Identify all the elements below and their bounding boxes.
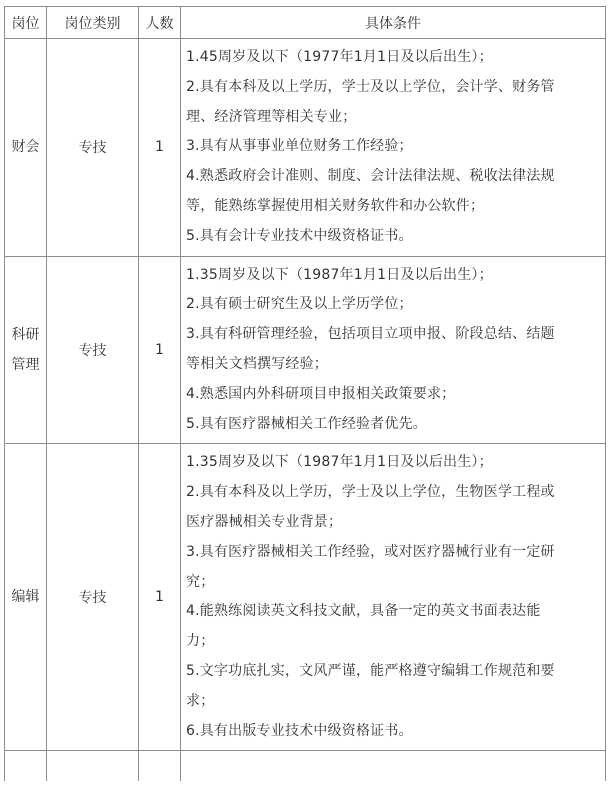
post-name-line2: 管理 [11,356,40,373]
condition-line: 6.具有出版专业技术中级资格证书。 [186,722,413,739]
table-row-partial [5,751,606,782]
condition-line: 医疗器械相关专业背景； [186,513,343,530]
condition-line: 5.具有医疗器械相关工作经验者优先。 [186,415,427,432]
post-name: 科研 [11,326,40,343]
empty-cell [181,751,606,782]
condition-line: 5.具有会计专业技术中级资格证书。 [186,227,413,244]
empty-cell [47,751,139,782]
condition-line: 1.35周岁及以下（1987年1月1日及以后出生）； [186,266,493,283]
condition-line: 4.熟悉政府会计准则、制度、会计法律法规、税收法律法规 [186,168,555,185]
category-cell: 专技 [47,39,139,257]
condition-line: 3.具有科研管理经验，包括项目立项申报、阶段总结、结题 [186,326,555,343]
condition-line: 3.具有医疗器械相关工作经验，或对医疗器械行业有一定研 [186,543,555,560]
category-cell: 专技 [47,256,139,444]
condition-line: 4.熟悉国内外科研项目申报相关政策要求； [186,385,456,402]
post-name: 编辑 [11,589,40,606]
header-count: 人数 [139,7,181,39]
header-row [5,7,606,39]
post-cell [5,39,47,257]
conditions-cell [181,444,606,751]
condition-line: 5.文字功底扎实，文风严谨，能严格遵守编辑工作规范和要 [186,662,555,679]
header-conditions: 具体条件 [181,7,606,39]
table-row [5,256,606,444]
condition-line: 4.能熟练阅读英文科技文献，具备一定的英文书面表达能 [186,603,541,620]
table-body [5,39,606,782]
table-row [5,444,606,751]
header-post: 岗位 [5,7,47,39]
condition-line: 究； [186,573,215,590]
condition-line: 1.35周岁及以下（1987年1月1日及以后出生）； [186,454,493,471]
empty-cell [5,751,47,782]
condition-line: 2.具有硕士研究生及以上学历学位； [186,296,413,313]
condition-line: 理、经济管理等相关专业； [186,108,357,125]
conditions-cell [181,256,606,444]
count-cell: 1 [139,39,181,257]
condition-line: 求； [186,692,215,709]
post-cell [5,256,47,444]
count-cell: 1 [139,256,181,444]
condition-line: 3.具有从事事业单位财务工作经验； [186,138,413,155]
condition-line: 等，能熟练掌握使用相关财务软件和办公软件； [186,197,485,214]
table-row [5,39,606,257]
post-cell [5,444,47,751]
category-cell: 专技 [47,444,139,751]
condition-line: 1.45周岁及以下（1977年1月1日及以后出生）； [186,49,493,65]
recruitment-table [4,6,606,781]
condition-line: 2.具有本科及以上学历，学士及以上学位，会计学、财务管 [186,78,555,95]
count-cell: 1 [139,444,181,751]
header-category: 岗位类别 [47,7,139,39]
condition-line: 等相关文档撰写经验； [186,355,328,372]
empty-cell [139,751,181,782]
conditions-cell [181,39,606,257]
condition-line: 力； [186,633,215,650]
condition-line: 2.具有本科及以上学历，学士及以上学位，生物医学工程或 [186,484,555,501]
post-name: 财会 [11,139,40,156]
